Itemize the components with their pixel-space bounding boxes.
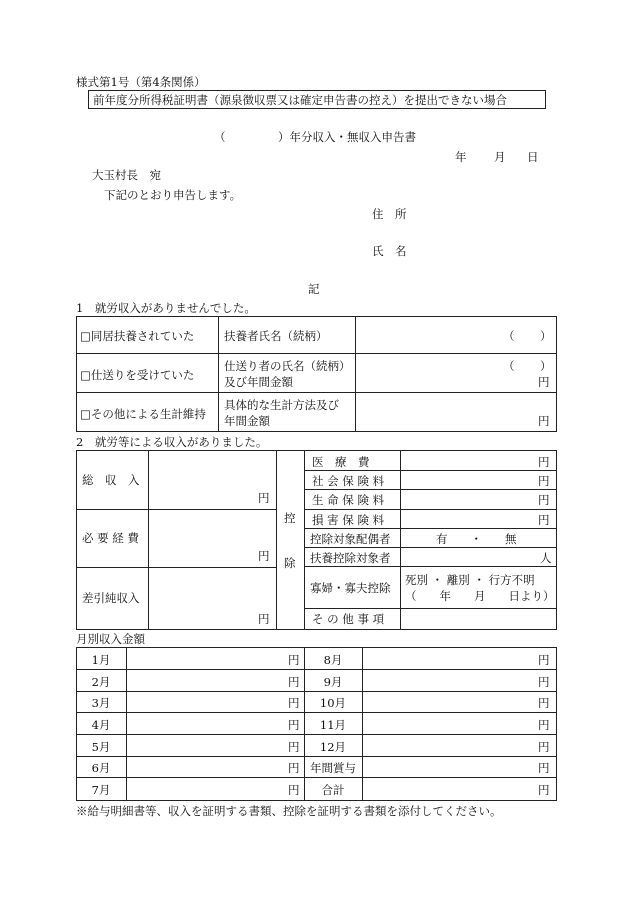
- form-number: 様式第1号（第4条関係）: [76, 75, 206, 89]
- yen-unit: 円: [538, 414, 550, 428]
- yen-unit: 円: [538, 761, 550, 775]
- yen-unit: 円: [288, 653, 300, 667]
- page-title: ）年分収入・無収入申告書: [278, 130, 416, 144]
- declaration: 下記のとおり申告します。: [104, 188, 242, 202]
- subtitle: 前年度分所得税証明書（源泉徴収票又は確定申告書の控え）を提出できない場合: [93, 93, 507, 107]
- supporter-name-label: 扶養者氏名（続柄）: [224, 329, 328, 343]
- yen-unit: 円: [538, 740, 550, 754]
- yen-unit: 円: [288, 783, 300, 797]
- paren-open: （: [503, 359, 515, 373]
- dependents-label: 扶養控除対象者: [310, 551, 391, 565]
- month-label: 8月: [323, 653, 343, 667]
- widow-options[interactable]: 死別 ・ 離別 ・ 行方不明: [405, 573, 535, 587]
- name-label: 氏 名: [372, 244, 407, 258]
- yen-unit: 円: [538, 375, 550, 389]
- yen-unit: 円: [538, 696, 550, 710]
- check-remittance[interactable]: □仕送りを受けていた: [80, 368, 195, 382]
- month-label: 2月: [91, 675, 111, 689]
- spouse-yes-no[interactable]: 有 ・ 無: [436, 532, 517, 546]
- yen-unit: 円: [538, 474, 550, 488]
- paren-close: ）: [540, 329, 552, 343]
- monthly-heading: 月別収入金額: [76, 632, 145, 646]
- widow-label: 寡婦・寡夫控除: [310, 581, 391, 595]
- deduction-label-2: 除: [284, 556, 296, 570]
- yen-unit: 円: [258, 491, 270, 505]
- address-label: 住 所: [372, 207, 407, 221]
- paren-open: （: [503, 329, 515, 343]
- month-label: 3月: [91, 696, 111, 710]
- section2-heading: 2 就労等による収入がありました。: [76, 435, 268, 449]
- yen-unit: 円: [288, 696, 300, 710]
- yen-unit: 円: [538, 455, 550, 469]
- yen-unit: 円: [288, 761, 300, 775]
- month-label: 12月: [319, 740, 347, 754]
- yen-unit: 円: [288, 740, 300, 754]
- check-cohabiting[interactable]: □同居扶養されていた: [80, 329, 195, 343]
- month-label: 10月: [319, 696, 347, 710]
- check-other[interactable]: □その他による生計維持: [80, 407, 206, 421]
- yen-unit: 円: [288, 675, 300, 689]
- remitter-label-1: 仕送り者の氏名（続柄）: [224, 359, 351, 373]
- yen-unit: 円: [538, 493, 550, 507]
- deduction-label-1: 控: [284, 511, 296, 525]
- section1-heading: 1 就労収入がありませんでした。: [76, 301, 256, 315]
- date-month: 月: [494, 150, 506, 164]
- net-income-label: 差引純収入: [82, 591, 140, 605]
- yen-unit: 円: [538, 513, 550, 527]
- paren-close: ）: [540, 359, 552, 373]
- other-label-2: 年間金額: [224, 414, 270, 428]
- subtitle-box: [88, 90, 546, 109]
- damage-insurance-label: 損 害 保 険 料: [312, 513, 385, 527]
- life-insurance-label: 生 命 保 険 料: [312, 493, 385, 507]
- title-paren-open: （: [214, 130, 226, 144]
- month-label: 11月: [319, 718, 347, 732]
- addressee: 大玉村長 宛: [92, 168, 161, 182]
- bonus-label: 年間賞与: [310, 761, 356, 775]
- widow-date: （ 年 月 日より）: [405, 589, 555, 603]
- ki-label: 記: [308, 282, 320, 296]
- expenses-label: 必 要 経 費: [82, 531, 139, 545]
- month-label: 5月: [91, 740, 111, 754]
- month-label: 4月: [91, 718, 111, 732]
- yen-unit: 円: [538, 718, 550, 732]
- date-day: 日: [527, 150, 539, 164]
- spouse-label: 控除対象配偶者: [310, 532, 391, 546]
- total-label: 合計: [321, 783, 345, 797]
- medical-label: 医 療 費: [312, 455, 370, 469]
- month-label: 1月: [91, 653, 111, 667]
- yen-unit: 円: [258, 549, 270, 563]
- person-unit: 人: [540, 551, 552, 565]
- yen-unit: 円: [538, 675, 550, 689]
- month-label: 6月: [91, 761, 111, 775]
- remitter-label-2: 及び年間金額: [224, 375, 293, 389]
- yen-unit: 円: [258, 612, 270, 626]
- date-year: 年: [455, 150, 467, 164]
- other-items-label: そ の 他 事 項: [312, 612, 385, 626]
- total-income-label: 総 収 入: [82, 473, 140, 487]
- yen-unit: 円: [538, 783, 550, 797]
- yen-unit: 円: [288, 718, 300, 732]
- month-label: 9月: [323, 675, 343, 689]
- yen-unit: 円: [538, 653, 550, 667]
- month-label: 7月: [91, 783, 111, 797]
- other-label-1: 具体的な生計方法及び: [224, 398, 339, 412]
- social-insurance-label: 社 会 保 険 料: [312, 474, 385, 488]
- footnote: ※給与明細書等、収入を証明する書類、控除を証明する書類を添付してください。: [76, 804, 502, 818]
